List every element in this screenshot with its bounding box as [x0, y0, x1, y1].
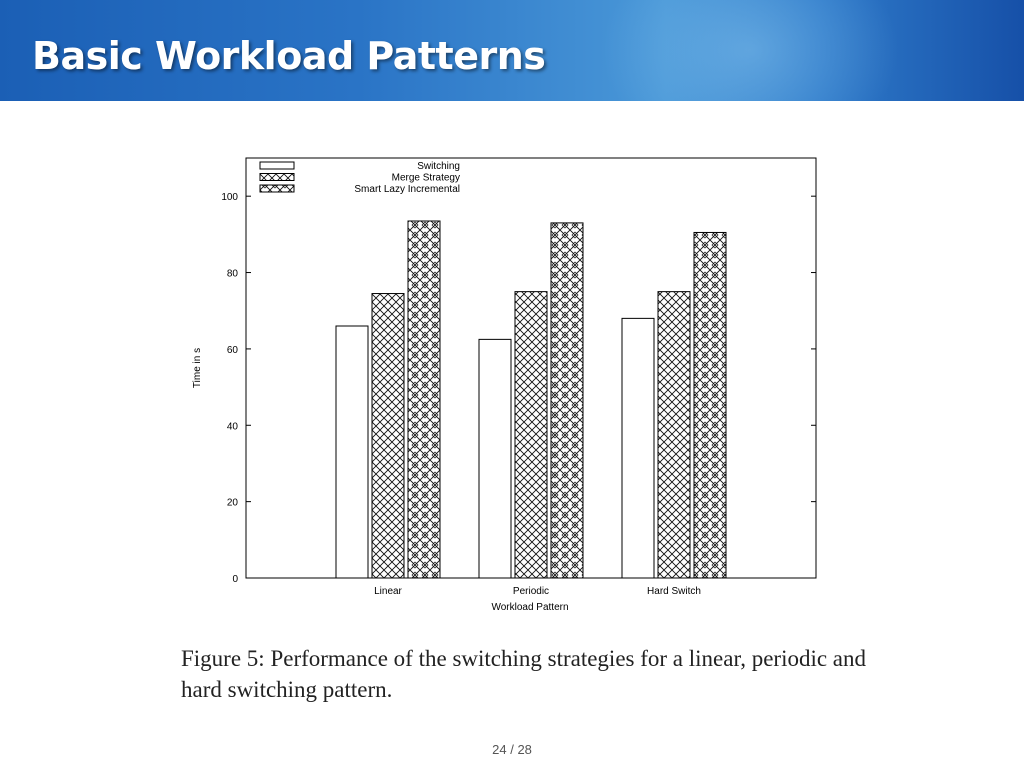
- x-axis-label: Workload Pattern: [491, 602, 569, 613]
- y-tick-label: 40: [226, 421, 238, 433]
- y-tick-label: 80: [226, 268, 238, 280]
- y-tick-label: 0: [232, 574, 238, 585]
- bar-smart-lazy-incremental-linear: [408, 221, 440, 578]
- bar-merge-strategy-linear: [372, 294, 404, 578]
- page-current: 24: [492, 742, 507, 757]
- bar-smart-lazy-incremental-periodic: [551, 223, 583, 578]
- y-axis-label: Time in s: [192, 347, 203, 389]
- legend-swatch: [260, 185, 294, 192]
- y-tick-label: 60: [226, 344, 238, 356]
- bar-smart-lazy-incremental-hard-switch: [694, 232, 726, 578]
- y-tick-label: 20: [226, 497, 238, 509]
- bar-switching-hard-switch: [622, 318, 654, 578]
- bar-switching-periodic: [479, 339, 511, 578]
- page-number: [0, 742, 1024, 757]
- y-tick-label: 100: [221, 192, 238, 204]
- x-tick-label: Periodic: [512, 586, 550, 597]
- slide-header: [0, 0, 1024, 101]
- slide-title: Basic Workload Patterns: [32, 34, 546, 78]
- legend-label: Switching: [417, 161, 460, 172]
- figure: [180, 150, 840, 620]
- bar-merge-strategy-hard-switch: [658, 292, 690, 578]
- bar-chart: [180, 150, 840, 620]
- legend-label: Smart Lazy Incremental: [354, 184, 460, 195]
- page-total: 28: [517, 742, 532, 757]
- bar-merge-strategy-periodic: [515, 292, 547, 578]
- page-separator: /: [510, 742, 514, 757]
- x-tick-label: Hard Switch: [647, 586, 701, 597]
- legend-swatch: [260, 162, 294, 169]
- legend-swatch: [260, 174, 294, 181]
- x-tick-label: Linear: [374, 586, 402, 597]
- bar-switching-linear: [336, 326, 368, 578]
- figure-caption: Figure 5: Performance of the switching strategies for a linear, periodic and hard switching pattern.: [181, 646, 867, 702]
- legend-label: Merge Strategy: [391, 172, 460, 184]
